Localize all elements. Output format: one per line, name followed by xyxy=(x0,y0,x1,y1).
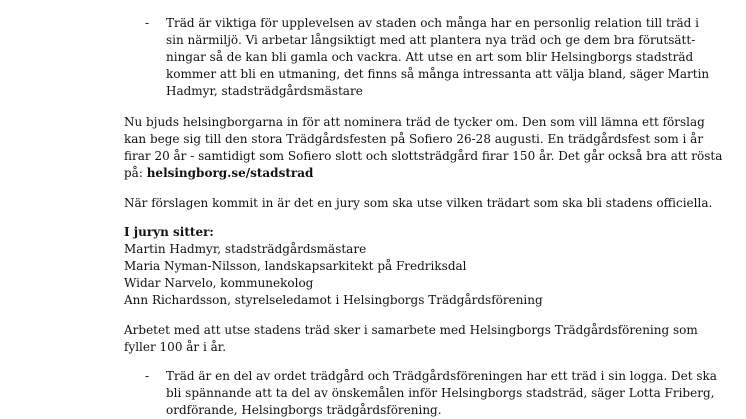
jury-member: Maria Nyman-Nilsson, landskapsarkitekt på Fredriksdal xyxy=(124,259,467,273)
bullet-2-line-1: Träd är en del av ordet trädgård och Trädgårdsföreningen har ett träd i sin logga. Det ska xyxy=(166,369,717,383)
bullet-1-line-2: sin närmiljö. Vi arbetar långsiktigt med att plantera nya träd och ge dem bra förutsätt- xyxy=(166,33,696,47)
bullet-marker: - xyxy=(145,369,150,383)
jury-intro-paragraph: När förslagen kommit in är det en jury som ska utse vilken trädart som ska bli stadens officiella. xyxy=(124,196,713,210)
jury-member: Widar Narvelo, kommunekolog xyxy=(124,276,314,290)
bullet-marker: - xyxy=(145,16,150,30)
nominate-paragraph-line-4 xyxy=(124,165,313,182)
nominate-paragraph-line-2: kan bege sig till den stora Trädgårdsfesten på Sofiero 26-28 augusti. En trädgårdsfest som i år xyxy=(124,132,704,146)
bullet-1-line-5: Hadmyr, stadsträdgårdsmästare xyxy=(166,84,363,98)
jury-member: Martin Hadmyr, stadsträdgårdsmästare xyxy=(124,242,367,256)
jury-heading: I juryn sitter: xyxy=(124,225,214,239)
cooperation-paragraph-line-1: Arbetet med att utse stadens träd sker i samarbete med Helsingborgs Trädgårdsförening som xyxy=(124,323,698,337)
bullet-1-line-4: kommer att bli en utmaning, det finns så många intressanta att välja bland, säger Martin xyxy=(166,67,710,81)
stadstrad-link[interactable]: helsingborg.se/stadstrad xyxy=(146,166,314,180)
bullet-2-line-2: bli spännande att ta del av önskemålen inför Helsingborgs stadsträd, säger Lotta Friberg, xyxy=(166,386,715,400)
bullet-2-line-3: ordförande, Helsingborgs trädgårdsförening. xyxy=(166,403,442,417)
bullet-1-line-3: ningar så de kan bli gamla och vackra. Att utse en art som blir Helsingborgs stadsträd xyxy=(166,50,694,64)
cooperation-paragraph-line-2: fyller 100 år i år. xyxy=(124,340,227,354)
link-prefix: på: xyxy=(124,166,147,180)
nominate-paragraph-line-3: firar 20 år - samtidigt som Sofiero slott och slottsträdgård firar 150 år. Det går också bra att rösta xyxy=(124,149,723,163)
nominate-paragraph-line-1: Nu bjuds helsingborgarna in för att nominera träd de tycker om. Den som vill lämna ett förslag xyxy=(124,115,705,129)
bullet-1-line-1: Träd är viktiga för upplevelsen av staden och många har en personlig relation till träd i xyxy=(166,16,700,30)
jury-member: Ann Richardsson, styrelseledamot i Helsingborgs Trädgårdsförening xyxy=(124,293,543,307)
